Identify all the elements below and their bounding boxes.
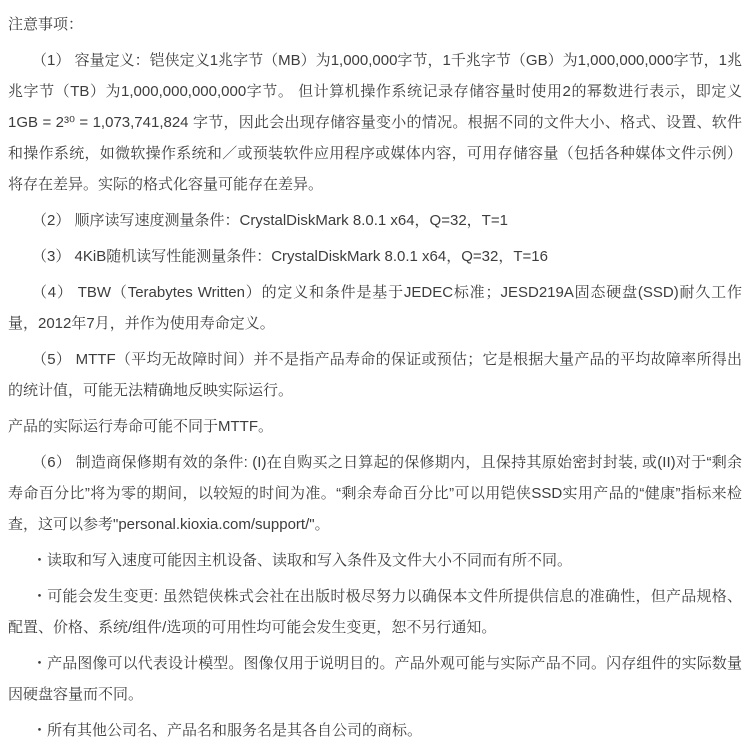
notes-title: 注意事项： xyxy=(8,16,84,33)
note-capacity-definition: （1） 容量定义：铠侠定义1兆字节（MB）为1,000,000字节，1千兆字节（GB）为1,000,000,000字节，1兆兆字节（TB）为1,000,000,000,000字节。 但计算机操作系统记录存储容量时使用2的幂数进行表示，即定义1GB = 2³⁰ = 1,073,741,824 字节，因此会出现存储容量变小的情况。根据不同的文件大小、格式、设置、软件和操作系统，如微软操作系统和／或预装软件应用程序或媒体内容，可用存储容量（包括各种媒体文件示例）将存在差异。实际的格式化容量可能存在差异。 xyxy=(8,52,742,193)
note-random-performance-conditions: （3） 4KiB随机读写性能测量条件：CrystalDiskMark 8.0.1 x64，Q=32，T=16 xyxy=(32,248,548,265)
note-tbw-definition: （4） TBW（Terabytes Written）的定义和条件是基于JEDEC标准；JESD219A固态硬盘(SSD)耐久工作量，2012年7月，并作为使用寿命定义。 xyxy=(8,284,742,332)
note-subject-to-change: ・可能会发生变更: 虽然铠侠株式会社在出版时极尽努力以确保本文件所提供信息的准确性，但产品规格、配置、价格、系统/组件/选项的可用性均可能会发生变更，恕不另行通知。 xyxy=(8,588,742,636)
note-warranty-conditions: （6） 制造商保修期有效的条件: (I)在自购买之日算起的保修期内，且保持其原始密封封装, 或(II)对于“剩余寿命百分比”将为零的期间，以较短的时间为准。“剩余寿命百分比”可以用铠侠SSD实用产品的“健康”指标来检查，这可以参考"personal.kioxia.com/support/"。 xyxy=(8,454,742,533)
notes-section xyxy=(8,9,742,746)
note-product-images: ・产品图像可以代表设计模型。图像仅用于说明目的。产品外观可能与实际产品不同。闪存组件的实际数量因硬盘容量而不同。 xyxy=(8,655,742,703)
note-mttf-addendum: 产品的实际运行寿命可能不同于MTTF。 xyxy=(8,418,273,435)
note-speed-variation: ・读取和写入速度可能因主机设备、读取和写入条件及文件大小不同而有所不同。 xyxy=(32,552,573,569)
note-sequential-speed-conditions: （2） 顺序读写速度测量条件：CrystalDiskMark 8.0.1 x64，Q=32，T=1 xyxy=(32,212,508,229)
note-trademarks: ・所有其他公司名、产品名和服务名是其各自公司的商标。 xyxy=(32,722,423,739)
note-mttf-definition: （5） MTTF（平均无故障时间）并不是指产品寿命的保证或预估；它是根据大量产品的平均故障率所得出的统计值，可能无法精确地反映实际运行。 xyxy=(8,351,742,399)
